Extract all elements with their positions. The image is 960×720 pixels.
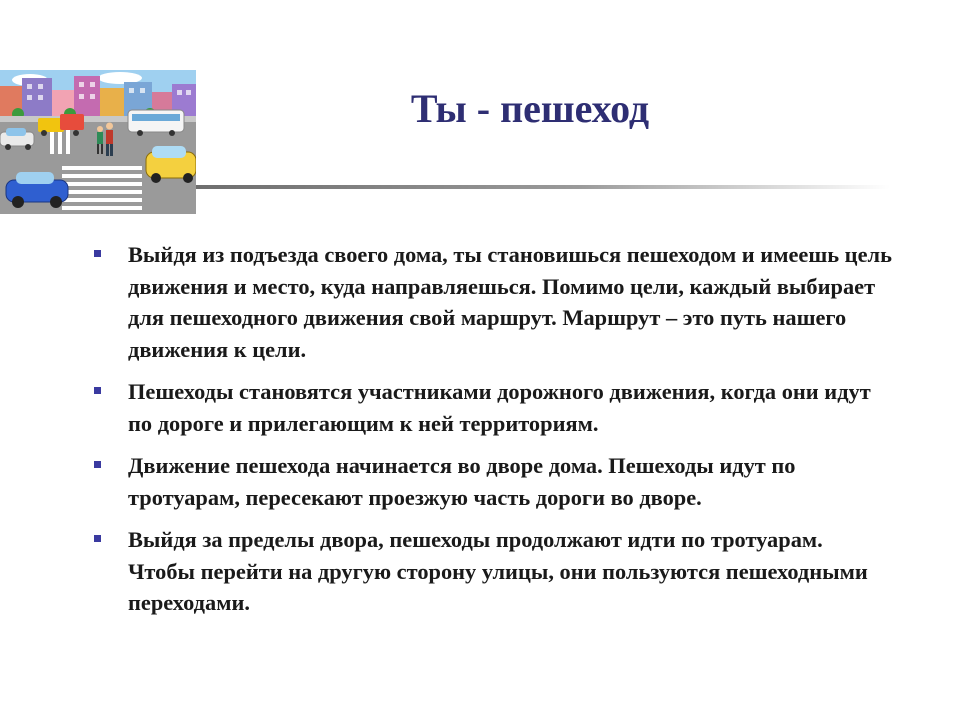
bullet-item — [94, 450, 894, 513]
street-crossing-illustration — [0, 70, 196, 214]
bullet-item — [94, 376, 894, 439]
bullet-item — [94, 524, 894, 619]
bullet-list — [94, 239, 894, 630]
bullet-text: Выйдя из подъезда своего дома, ты становишься пешеходом и имеешь цель движения и место, куда направляешься. Помимо цели, каждый выбирает для пешеходного движения свой маршрут. Маршрут – это путь нашего движения к цели. — [128, 242, 892, 362]
bullet-text: Выйдя за пределы двора, пешеходы продолжают идти по тротуарам. Чтобы перейти на другую сторону улицы, они пользуются пешеходными переходами. — [128, 527, 868, 615]
square-bullet-icon — [94, 387, 101, 394]
square-bullet-icon — [94, 461, 101, 468]
square-bullet-icon — [94, 250, 101, 257]
bullet-text: Движение пешехода начинается во дворе дома. Пешеходы идут по тротуарам, пересекают проезжую часть дороги во дворе. — [128, 453, 796, 510]
bullet-item — [94, 239, 894, 365]
bullet-text: Пешеходы становятся участниками дорожного движения, когда они идут по дороге и прилегающим к ней территориям. — [128, 379, 871, 436]
street-scene-image — [0, 70, 196, 214]
slide-title: Ты - пешеход — [410, 86, 650, 131]
square-bullet-icon — [94, 535, 101, 542]
title-separator-line — [196, 185, 890, 189]
